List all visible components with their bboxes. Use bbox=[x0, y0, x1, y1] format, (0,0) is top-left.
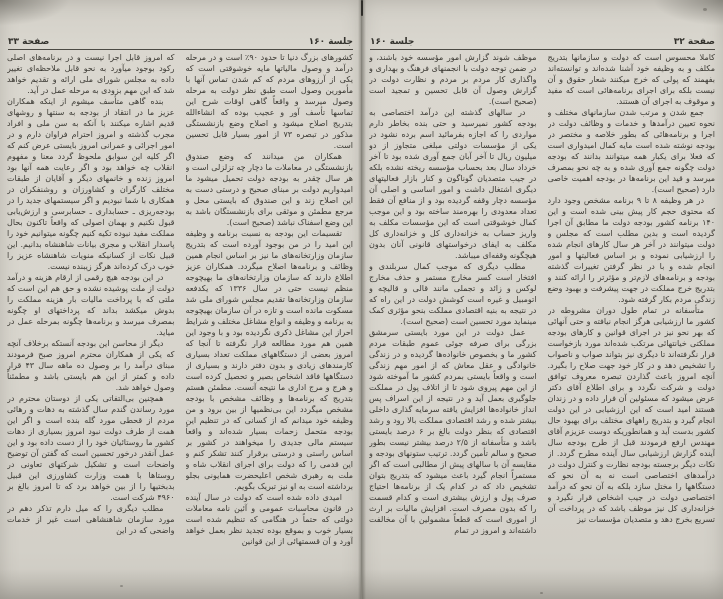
text-paragraph: جمع شدن و مرتب شدن سازمانهای مختلف و نحوه تعیین درآمدها و خدمات و وظائف دولت در اجرا و برنامه‌هائی که بطور خلاصه و مختصر در بودجه نوشته شده است مایه کمال امیدواری است که فعلا برای یکبار همه میتوانند بدانند که بودجه دولت چگونه جمع آوری شده و به چه نحو بمصرف میرسد و قید این برنامه‌ها در بودجه اهمیت خاصی دارد (صحیح است). bbox=[547, 108, 715, 194]
spine-ink-mark bbox=[361, 0, 363, 16]
spine-fold-shadow bbox=[358, 0, 366, 599]
scan-speck bbox=[540, 592, 543, 594]
text-paragraph: عمل دولت در این مورد بایستی سرمشق بزرگی برای صرفه جوئی عموم طبقات مردم کشور ما و بخصوص خانواده‌ها گردیده و در زندگی خانوادگی و عقل معاش که از امور مهم زندگی است و واقعاً بایستی بمردم کشور ما آموخته شود از این مهم پیروی شود تا از اتلاف پول در مملکت جلوگیری بعمل آید و در نتیجه از این اسراف پس انداز خانواده‌ها افزایش یافته سرمایه گذاری داخلی بیشتر شده و رشد اقتصادی مملکت بالا رود و رشد اقتصادی که بنظر دولت بالغ بر ۶ درصد بایستی باشد و متأسفانه از ۲/۵ درصد بیشتر نیست بطور صحیح و سالم تأمین گردد. ترتیب ستونهای بودجه و مقایسه آن با سالهای پیش از مطالبی است که اگر مستمراً انجام گیرد باعث میشود که بتدریج بتوان تشخیص داد که در کدام یک از برنامه‌ها احتیاج صرف پول و ارزش بیشتری است و کدام قسمت را که بدون مصرف است. افزایش مالیات بر ارث از اموری است که قطعاً مشمولین با آن مخالفت داشته‌اند و امروز در تمام bbox=[369, 328, 537, 535]
text-paragraph: مطلب دیگری را که میل دارم تذکر دهم در مورد سازمان شاهنشاهی است غیر از خدمات واضحی که در این bbox=[7, 504, 175, 535]
text-paragraph: تقسیمات این بودجه به نسبت برنامه و وظیفه این امید را در من بوجود آورده است که بتدریج سازمان وزارتخانه‌های ما نیز بر اساس انجام همین وظائف و برنامه‌ها اصلاح میگردد. همکاران عزیز اطلاع دارند که سازمان وزارتخانه‌های ما بهیچوجه منظم نیست حتی در سال ۱۳۳۶ که یکدفعه سازمان وزارتخانه‌ها تقدیم مجلس شورای ملی شد مسکوت مانده است و تازه در آن سازمان بهیچوجه به برنامه و وظیفه و انواع مشاغل مختلف و شرایط احراز این مشاغل ذکری نگردیده بود و با وجود این همین هم مورد مطالعه قرار نگرفته تا آنجا که امروز بعضی از دستگاههای مملکت تعداد بسیاری کارمندهای زیادی و بدون دفتر دارند و بسیاری از دستگاهها فاقد اشخاص بصیر و تحصیل کرده است و هرج و مرج اداری ما نتیجه آنست. مطمئن هستم بتدریج که برنامه‌ها و وظائف مشخص با بودجه مشخص میگردد این بی‌نظمیها از بین برود و من وظیفه خود میدانم که از کسانی که در تنظیم این بودجه متحمل زحمات بسیار شده‌اند و واقعاً سیستم مالی جدیدی را میخواهند در کشور بر اساس راستی و درستی برقرار کنند تشکر کنم و این قدمی را که دولت برای اجرای انقلاب شاه و ملت به رهبری شخص اعلیحضرت همایونی بجلو برداشته است به او نیز تبریک بگویم. bbox=[185, 229, 353, 491]
page-32-column-right bbox=[548, 52, 716, 565]
page-33-column-left bbox=[7, 52, 175, 565]
page-32 bbox=[362, 0, 723, 599]
text-paragraph: دیگر از محاسن این بودجه آنستکه برخلاف آنچه که یکی از همکاران محترم امروز صبح فرمودند مبنای درآمد را بر وصول ده ماهه سال ۴۳ قرار داده و کمتر از این هم بایستی باشد و مطمئناً وصول خواهد شد. bbox=[7, 339, 175, 392]
text-paragraph: کشورهای بزرگ دنیا تا حدود ۹۰٪ است و در مرحله درآمد و وصول مالیاتها مایه خوشوقتی است که یکی از آرزوهای مردم که کم شدن تماس آنها با مأمورین وصول است طبق نظر دولت به مرحله وصول میرسد و واقعاً گاهی اوقات شرح این تماسها تأسف آور و عجیب بوده که انشاءالله بتدریج اصلاح میشود و اصلاح وضع بازنشستگی مذکور در تبصره ۷۳ از امور بسیار قابل تحسین است. bbox=[185, 53, 353, 150]
page-bottom-shadow bbox=[0, 569, 361, 599]
page-32-header bbox=[370, 30, 715, 50]
text-paragraph: مطلب دیگری که موجب کمال سربلندی و افتخار است کسر مخارج مستمر و حذف مخارج لوکس و زائد و تجملی مانند قالی و قالیچه و اتومبیل و غیره است کوشش دولت در این راه که در نتیجه به بنیه اقتصادی مملکت بنحو مؤثری کمک مینماید مورد تحسین است (صحیح است). bbox=[369, 262, 537, 326]
text-paragraph: در هر وظیفه ۸ تا ۹ برنامه مشخص وجود دارد که محتوی حجم کار پیش بینی شده است و این ۱۴۰ برنامه کشور بودجه دولت ما مطابق آن اجرا گردیده است و بدین مطلب است که مجلس و دولت میتوانند در آخر هر سال کارهای انجام شده را ارزشیابی نموده و بر اساس فعالیتها و امور انجام شده و با در نظر گرفتن تغییرات گذشته بودجه و برنامه‌های لازم‌تر و مؤثرتر را ارائه کنند و بتدریج خرج مملکت در جهت پیشرفت و بهبود وضع زندگی مردم بکار گرفته شود. bbox=[547, 196, 715, 304]
page-32-body bbox=[369, 52, 715, 565]
session-label: جلسة ۱۶۰ bbox=[370, 37, 415, 47]
text-paragraph: در سالهای گذشته این درآمد اختصاصی به بودجه کشور نمیرسید و حتی بنده بخاطر دارم مواردی را که اجازه بفرمائید اسم برده نشود در یکی از مؤسسات دولتی مبلغی متجاوز از دو میلیون ریال تا آخر آبان جمع آوری شده بود تا آخر خرداد سال بعد بحساب مؤسسه ریخته نشده بلکه در جیب متصدیان گوناگون و کنار بازار فعالیتهای دیگری اشتغال داشت و امور اساسی و اصلی آن مؤسسه دچار وقفه گردیده بود و از منافع آن فقط تعداد معدودی را بهره‌مند ساخته بود و این موجب کمال خوشوقتی است که این مؤسسات مکلف به واریز حساب به خزانه‌داری کل و خزانه‌داری کل مکلف به ایفای درخواستهای قانونی آنان بدون هیچگونه وقفه‌ای میباشد. bbox=[369, 108, 537, 260]
page-bottom-shadow bbox=[362, 569, 723, 599]
text-paragraph: در این بودجه هیچ رقمی از ارقام هزینه و درآمد دولت از ملت پوشیده نشده و حق هم این است که ملتی که با پرداخت مالیات بار هزینه مملکت را بدوش میکشد بداند که پرداختهای او چگونه بمصرف میرسد و برنامه‌ها چگونه بمرحله عمل در میاید. bbox=[7, 273, 175, 337]
text-paragraph: امیدی داده شده است که دولت در سال آینده در قانون محاسبات عمومی و آئین نامه معاملات دولتی که حتماً در هنگامی که تنظیم شده است بسیار خوب و بموقع بوده تجدید نظر بعمل خواهد آورد و آن قسمتهائی از این قوانین bbox=[185, 493, 353, 546]
text-paragraph: که امروز قابل اجرا نیست و در برنامه‌های اصلی رکود بوجود میآورد به نحو قابل ملاحظه‌ای تغییر داده به مجلس شورای ملی ارائه و تقدیم خواهد شد که این مهم بزودی به مرحله عمل در آید. bbox=[7, 53, 175, 95]
page-33-column-right bbox=[186, 52, 354, 565]
text-paragraph: همکاران من میدانند که وضع صندوق بازنشستگی در معاملات ما دچار چه تزلزلی است و هر سال چقدر به بودجه دولت تحمیل میشود ما امیدواریم دولت بر مبنای صحیح و درستی دست به این اصلاح زند و این صندوق که بایستی محل و مرجع مطمئن و موثقی برای بازنشستگان باشد به این وضع اسفناک نباشد (صحیح است). bbox=[185, 152, 353, 227]
text-paragraph: کاملا محسوس است که دولت و سازمانها بتدریج مکلف و به وظیفه خود آشنا شده‌اند و توانسته‌اند بفهمند که پولی که خرج میکنند شعار حقوق و آن نیست بلکه برای اجرای برنامه‌هائی است که مفید و موقوف به اجرای آن هستند. bbox=[547, 53, 715, 106]
page-33-body bbox=[7, 52, 353, 565]
text-paragraph: موظف شوند گزارش امور مؤسسه خود باشند، و در ضمن توجه دولت با انجمنهای فرهنگ و بهداری و واگذاری کار مردم بر مردم و نظارت دولت در گزارش وصول آن قابل تحسین و تمجید است (صحیح است). bbox=[369, 53, 537, 106]
session-label: جلسة ۱۶۰ bbox=[308, 37, 353, 47]
text-paragraph: بنده گاهی متأسف میشوم از اینکه همکاران عزیز ما در انتقاد از بودجه به سنتها و روشهای قدیم اشاره میکنند با آنکه به سن ملی و افراد مجرب گذشته و امروز احترام فراوان دارم و در امور اجرائی و عمرانی امروز بایستی عرض کنم که اگر کلیه این سوابق ملحوظ گردد معنا و مفهوم انقلاب چه خواهد بود و اگر رعایت همه آنها بود امروز زنده و خانمهای دیگر و آقایان از طبقات مختلف کارگران و کشاورزان و روشنفکران در همکاری با شما نبودیم و اگر سیستمهای جدید را در بودجه‌ریزی ـ حسابداری ـ حسابرسی و ارزش‌یابی قبول نکنیم و بهمان اصولی که واقعاً تاکنون بحال مملکت مفید نبوده تکیه کنیم چگونه میتوانیم خود را پاسدار انقلاب و مجری بیانات شاهنشاه بدانیم. این قبیل نکات از کسانیکه منویات شاهنشاه عزیز را خوب درک کرده‌اند هرگز زیبنده نیست. bbox=[7, 97, 175, 271]
page-number: صفحة ۳۲ bbox=[673, 37, 715, 47]
text-paragraph: متأسفانه در تمام طول دوران مشروطه در کشور ما ارزشیابی هرگز انجام نیافته و حتی آنهائی که بهر نحو نیز در اجرای قوانین و کارهای بودجه مملکتی خیانتهائی مرتکب شده‌اند مورد بازخواست قرار نگرفته‌اند تا دیگری نیز بتواند صواب و ناصواب را تشخیص دهد و در کار خود جهت صلاح را بگیرد. آنچه امروز باعث گذاردن تبصره معروف توافق دولت و شرکت نگردد و برای اطلاع آقای دکتر عرض میشود که مسئولین آن فرار داده و در زندان هستند امید است که این ارزشیابی در این دولت انجام گیرد و بتدریج راههای مختلف برای بهبود حال کشور بدست آید و همانطوریکه دوست عزیزم آقای مهندس ارفع فرمودند قبل از طرح بودجه سال آینده گزارش ارزشیابی سال آینده مطرح گردد. از نکات دیگر برجسته بودجه نظارت و کنترل دولت در درآمدهای اختصاصی است نه به آن نحو که دستگاهها را مختل سازد بلکه به آن نحو که درآمد اختصاصی دولت در جیب اشخاص قرار نگیرد و خزانه‌داری کل نیز موظف باشد که در پرداخت آن تسریع بخرج دهد و متصدیان مؤسسات نیز bbox=[547, 306, 715, 524]
scan-speck bbox=[120, 585, 123, 587]
scan-speck bbox=[703, 8, 707, 11]
text-paragraph: همچنین بی‌التفاتی یکی از دوستان محترم در مورد رساندن گندم سال گذشته به دهات و رهائی مردم از قحطی مورد گله بنده است و اگر این همت از طرف دولت نبود امروز بسیاری از دهات کشور ما روستائیان خود را از دست داده بود و این عمل آنقدر درخور تحسین است که گفتن آن توضیح واضحات است و تشکیل شرکتهای تعاونی در روستاها با همت وزارت کشاورزی این قبیل بدبختیها را از بین خواهد برد که تا امروز بالغ بر ۴۹۶۰ شرکت است. bbox=[7, 394, 175, 502]
page-33 bbox=[0, 0, 361, 599]
page-number: صفحة ۳۳ bbox=[8, 37, 50, 47]
page-32-column-left bbox=[369, 52, 537, 565]
page-33-header bbox=[8, 30, 353, 50]
